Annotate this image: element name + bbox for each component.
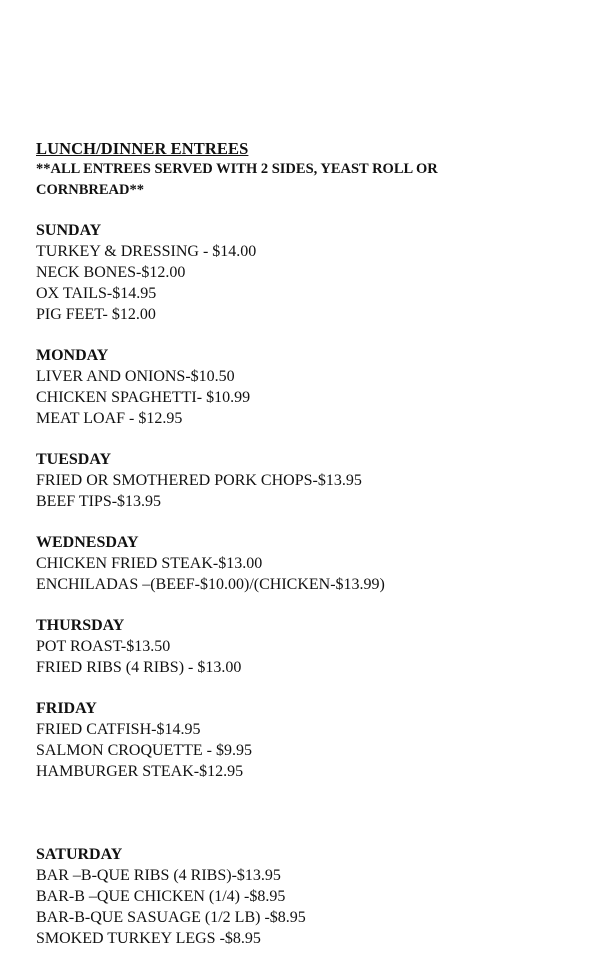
menu-item: SMOKED TURKEY LEGS -$8.95 (36, 930, 261, 947)
day-section-monday (36, 345, 596, 429)
menu-item: BAR-B-QUE SASUAGE (1/2 LB) -$8.95 (36, 909, 306, 926)
menu-item: CHICKEN SPAGHETTI- $10.99 (36, 389, 251, 406)
day-heading: WEDNESDAY (36, 534, 139, 551)
day-section-friday (36, 698, 596, 782)
menu-item: TURKEY & DRESSING - $14.00 (36, 243, 257, 260)
day-section-tuesday (36, 449, 596, 512)
day-section-sunday (36, 220, 596, 325)
day-heading: TUESDAY (36, 451, 111, 468)
day-section-thursday (36, 615, 596, 678)
menu-item: OX TAILS-$14.95 (36, 285, 157, 302)
day-section-wednesday (36, 532, 596, 595)
menu-item: BEEF TIPS-$13.95 (36, 493, 162, 510)
menu-item: LIVER AND ONIONS-$10.50 (36, 368, 235, 385)
menu-item: CHICKEN FRIED STEAK-$13.00 (36, 555, 263, 572)
menu-note: **ALL ENTREES SERVED WITH 2 SIDES, YEAST ROLL OR CORNBREAD** (36, 161, 438, 198)
menu-item: FRIED RIBS (4 RIBS) - $13.00 (36, 659, 242, 676)
day-heading: MONDAY (36, 347, 109, 364)
menu-item: BAR –B-QUE RIBS (4 RIBS)-$13.95 (36, 867, 281, 884)
menu-item: POT ROAST-$13.50 (36, 638, 171, 655)
menu-item: MEAT LOAF - $12.95 (36, 410, 183, 427)
menu-page (36, 139, 596, 949)
menu-item: FRIED OR SMOTHERED PORK CHOPS-$13.95 (36, 472, 362, 489)
day-heading: SATURDAY (36, 846, 123, 863)
day-heading: THURSDAY (36, 617, 125, 634)
menu-item: SALMON CROQUETTE - $9.95 (36, 742, 252, 759)
menu-item: ENCHILADAS –(BEEF-$10.00)/(CHICKEN-$13.99) (36, 576, 385, 593)
menu-item: NECK BONES-$12.00 (36, 264, 186, 281)
menu-item: BAR-B –QUE CHICKEN (1/4) -$8.95 (36, 888, 286, 905)
day-heading: SUNDAY (36, 222, 102, 239)
menu-title: LUNCH/DINNER ENTREES (36, 139, 249, 158)
day-heading: FRIDAY (36, 700, 97, 717)
menu-item: PIG FEET- $12.00 (36, 306, 156, 323)
menu-item: HAMBURGER STEAK-$12.95 (36, 763, 244, 780)
menu-item: FRIED CATFISH-$14.95 (36, 721, 201, 738)
day-section-saturday (36, 844, 596, 949)
